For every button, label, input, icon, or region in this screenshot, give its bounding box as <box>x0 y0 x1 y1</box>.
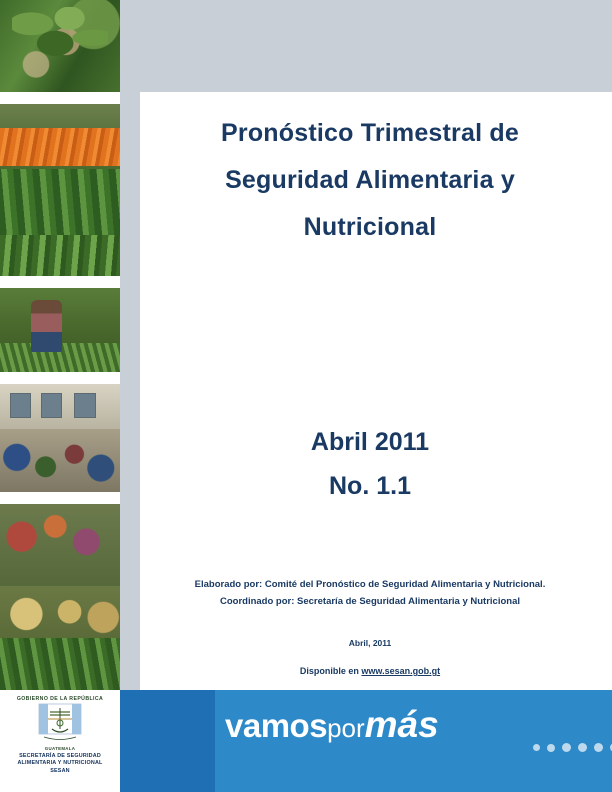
footer-emblem-area <box>0 690 120 792</box>
slogan-word-por: por <box>327 713 365 743</box>
sesan-line-3: SESAN <box>50 767 70 774</box>
emblem-arc-top-text: GOBIERNO DE LA REPÚBLICA <box>16 696 104 702</box>
sesan-line-1: SECRETARÍA DE SEGURIDAD <box>19 753 101 759</box>
photo-hands-harvesting-greens <box>0 0 120 92</box>
left-grey-strip <box>120 0 140 690</box>
photo-market-stalls <box>0 504 120 690</box>
page-title <box>150 110 590 251</box>
issue-date: Abril 2011 <box>310 428 430 456</box>
photo-school-classroom <box>0 384 120 492</box>
sesan-institution-text <box>0 753 120 775</box>
footer <box>0 690 612 792</box>
credits-block <box>140 576 600 610</box>
header-grey-band <box>120 0 612 92</box>
prepared-by: Elaborado por: Comité del Pronóstico de Seguridad Alimentaria y Nutricional. <box>194 579 546 590</box>
sesan-line-2: ALIMENTARIA Y NUTRICIONAL <box>17 760 103 767</box>
issue-number: No. 1.1 <box>329 472 411 500</box>
government-slogan <box>225 704 439 746</box>
photo-woman-in-field <box>0 288 120 372</box>
coordinated-by: Coordinado por: Secretaría de Seguridad Alimentaria y Nutricional <box>219 596 520 607</box>
slogan-ellipsis-dots <box>533 743 612 752</box>
footer-banner-dark <box>120 690 215 792</box>
title-line-1: Pronóstico Trimestral de <box>221 119 519 147</box>
availability-line <box>140 666 600 676</box>
title-line-3: Nutricional <box>303 213 437 241</box>
title-line-2: Seguridad Alimentaria y <box>225 166 515 194</box>
website-link[interactable]: www.sesan.gob.gt <box>361 666 441 676</box>
photo-column <box>0 0 120 690</box>
photo-market-carrots-zucchini <box>0 104 120 276</box>
emblem-arc-bottom-text: GUATEMALA <box>44 746 76 751</box>
footer-banner-light <box>215 690 612 792</box>
availability-prefix: Disponible en <box>299 666 362 676</box>
slogan-word-vamos: vamos <box>225 707 328 744</box>
slogan-word-mas: más <box>364 704 439 745</box>
issue-info <box>150 420 590 508</box>
government-emblem <box>14 694 106 752</box>
publication-date: Abril, 2011 <box>348 638 392 648</box>
guatemala-shield-icon <box>38 703 82 743</box>
